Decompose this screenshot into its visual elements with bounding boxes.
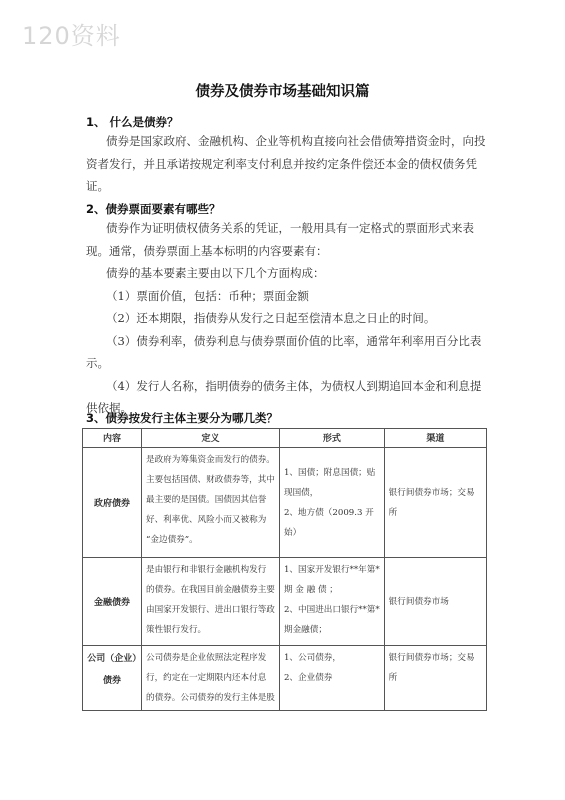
paragraph-line: 现。通常，债券票面上基本标明的内容要素有： — [86, 243, 328, 258]
table-row — [83, 646, 487, 711]
cell-line: 银行间债券市场 — [388, 596, 449, 607]
cell-line: 2、中国进出口银行**第* — [283, 605, 380, 615]
header-cell: 渠道 — [384, 429, 486, 448]
channel-cell — [384, 646, 486, 711]
cell-line: 是政府为筹集资金而发行的债券。 — [145, 455, 275, 465]
paragraph-line: （2）还本期限，指债券从发行之日起至偿清本息之日止的时间。 — [106, 311, 436, 325]
paragraph-line: 债券作为证明债权债务关系的凭证，一般用具有一定格式的票面形式来表 — [106, 221, 474, 235]
cell-line: 的债券。公司债券的发行主体是股 — [145, 693, 275, 703]
section-1-heading: 1、 什么是债券？ — [86, 115, 179, 129]
section-3-heading: 3、债券按发行主体主要分为哪几类？ — [86, 411, 278, 425]
row-name-cell: 公司（企业）债券 — [83, 646, 142, 711]
paragraph-line: 债券的基本要素主要由以下几个方面构成： — [106, 266, 325, 280]
cell-line: 期 金 融 债 ； — [283, 585, 338, 595]
cell-line: 由国家开发银行、进出口银行等政 — [145, 605, 275, 615]
form-cell — [279, 448, 384, 558]
paragraph-line: （1）票面价值，包括：币种；票面金额 — [106, 288, 309, 303]
watermark: 120资料 — [22, 22, 121, 50]
table-row — [83, 448, 487, 558]
cell-line: 现国债， — [283, 487, 319, 498]
document-title: 债券及债券市场基础知识篇 — [195, 84, 370, 100]
cell-line: 策性银行发行。 — [145, 625, 207, 635]
paragraph-line: 供依据。 — [86, 401, 132, 415]
cell-line: 公司债券是企业依照法定程序发 — [145, 653, 267, 663]
cell-line: 所 — [388, 673, 398, 683]
section-2-body — [86, 217, 481, 420]
form-cell — [279, 646, 384, 711]
section-2-heading: 2、债券票面要素有哪些？ — [86, 202, 221, 216]
header-cell: 定义 — [141, 429, 279, 448]
paragraph-line: （3）债券利率，债券利息与债券票面价值的比率，通常年利率用百分比表 — [106, 333, 482, 348]
cell-line: 银行间债券市场；交易 — [388, 653, 475, 663]
header-cell: 内容 — [83, 429, 142, 448]
paragraph-line: 示。 — [86, 356, 109, 370]
form-cell — [279, 558, 384, 646]
row-name-cell: 金融债券 — [83, 558, 142, 646]
section-1-body — [86, 130, 486, 198]
cell-line: 主要包括国债、财政债券等，其中 — [145, 475, 275, 485]
definition-cell — [141, 646, 279, 711]
cell-line: 2、地方债（2009.3 开 — [283, 507, 374, 518]
channel-cell — [384, 558, 486, 646]
cell-line: 银行间债券市场；交易 — [388, 487, 475, 498]
table-row — [83, 558, 487, 646]
cell-line: 是由银行和非银行金融机构发行 — [145, 565, 267, 575]
cell-line: 好、利率优、风险小而又被称为 — [145, 515, 267, 525]
channel-cell — [384, 448, 486, 558]
cell-line: 2、企业债券 — [283, 673, 333, 683]
cell-line: 行，约定在一定期限内还本付息 — [145, 673, 267, 683]
cell-line: 所 — [388, 507, 398, 518]
cell-line: 的债券。在我国目前金融债券主要 — [145, 585, 275, 595]
paragraph-line: （4）发行人名称，指明债券的债务主体，为债权人到期追回本金和利息提 — [106, 378, 482, 393]
cell-line: 1、国债；附息国债；贴 — [283, 467, 376, 478]
cell-line: 始） — [283, 527, 302, 538]
cell-line: “金边债券”。 — [145, 535, 198, 545]
cell-line: 1、国家开发银行**年第* — [283, 565, 380, 575]
definition-cell — [141, 448, 279, 558]
cell-line: 期金融债； — [283, 625, 327, 635]
definition-cell — [141, 558, 279, 646]
row-name-cell: 政府债券 — [83, 448, 142, 558]
paragraph-line: 资者发行，并且承诺按规定利率支付利息并按约定条件偿还本金的债权债务凭 — [86, 156, 477, 171]
cell-line: 最主要的是国债。国债因其信誉 — [145, 495, 267, 505]
cell-line: 1、公司债券， — [283, 653, 341, 663]
table-header-row — [83, 429, 487, 448]
paragraph-line: 债券是国家政府、金融机构、企业等机构直接向社会借债筹措资金时，向投 — [106, 134, 486, 148]
bond-types-table — [82, 428, 487, 711]
paragraph-line: 证。 — [86, 179, 109, 193]
header-cell: 形式 — [279, 429, 384, 448]
